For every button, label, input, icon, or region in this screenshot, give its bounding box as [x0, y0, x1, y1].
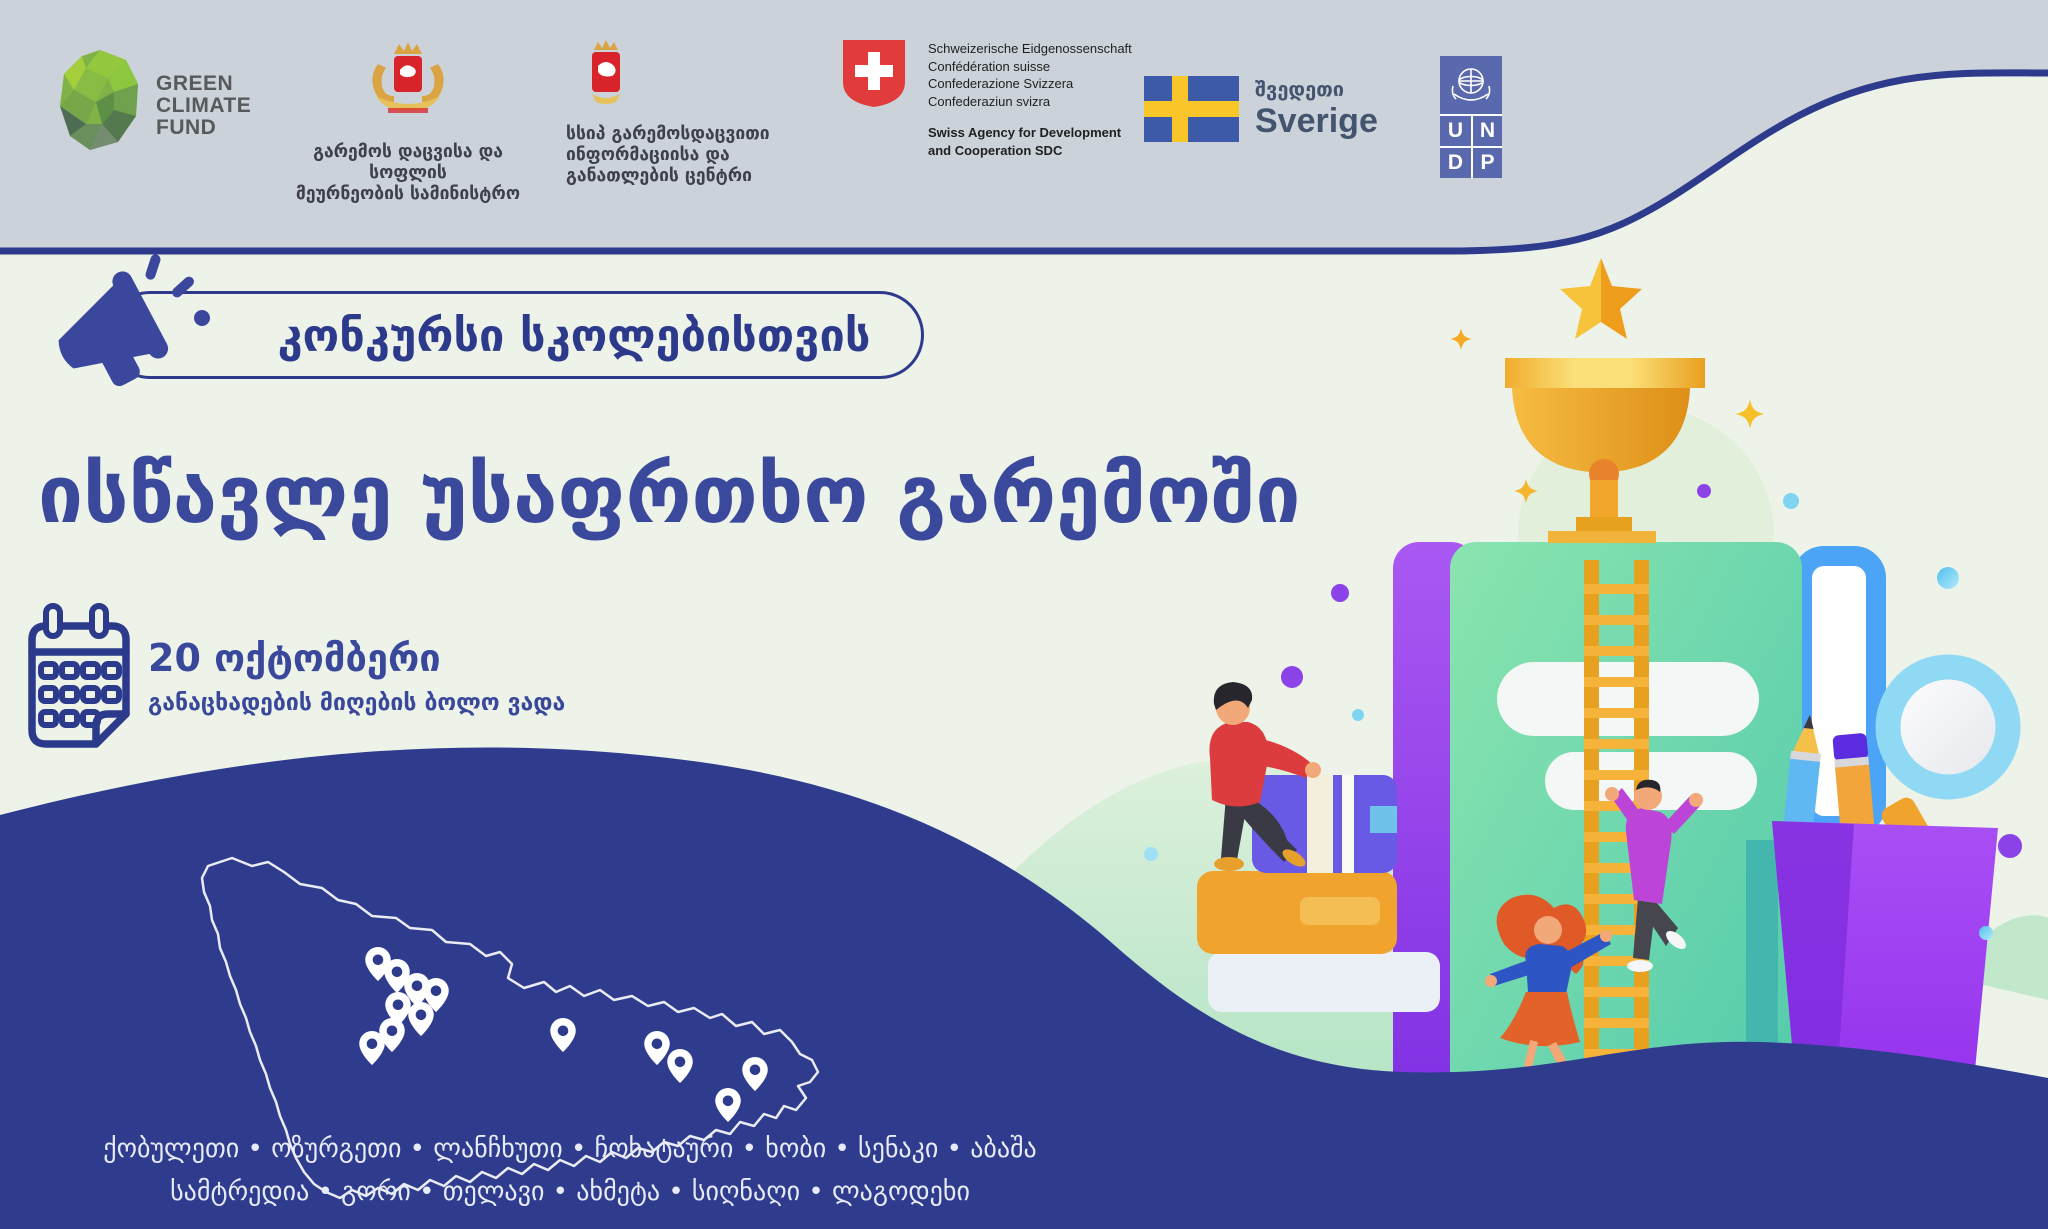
- sweden-georgian: შვედეთი: [1255, 77, 1345, 101]
- ministry-line2: მეურნეობის სამინისტრო: [295, 184, 521, 204]
- cities-line2: სამტრედია • გორი • თელავი • ახმეტა • სიღნაღი • ლაგოდეხი: [170, 1177, 970, 1207]
- sdc-line2: Confédération suisse: [928, 58, 1051, 74]
- sdc-line3: Confederazione Svizzera: [928, 76, 1074, 91]
- undp-letter-n: N: [1471, 114, 1502, 146]
- sweden-latin: Sverige: [1255, 102, 1378, 140]
- gcf-line2: CLIMATE: [156, 94, 252, 117]
- gcf-line1: GREEN: [156, 72, 234, 95]
- undp-letter-u: U: [1440, 114, 1471, 146]
- undp-logo: [1440, 56, 1502, 178]
- contest-badge-label: კონკურსი სკოლებისთვის: [277, 308, 871, 362]
- deadline-date: 20 ოქტომბერი: [148, 636, 441, 680]
- star-icon: [1560, 258, 1642, 339]
- cities-line1: ქობულეთი • ოზურგეთი • ლანჩხუთი • ჩოხატაური • ხობი • სენაკი • აბაშა: [103, 1134, 1037, 1164]
- page-title: ისწავლე უსაფრთხო გარემოში: [38, 448, 1301, 541]
- eiec-line1: სსიპ გარემოსდაცვითი: [566, 124, 770, 144]
- ministry-line1: გარემოს დაცვისა და სოფლის: [313, 142, 503, 183]
- magnifier-icon: [1888, 667, 2008, 787]
- swiss-flag-icon: [842, 40, 906, 108]
- gcf-logo: [56, 40, 251, 172]
- sdc-logo: [842, 40, 1132, 159]
- sdc-bold2: and Cooperation SDC: [928, 142, 1063, 158]
- ministry-logo: [288, 34, 528, 205]
- undp-letters: [1440, 114, 1502, 178]
- undp-letter-d: D: [1440, 146, 1471, 178]
- gcf-globe-icon: [56, 44, 144, 168]
- sdc-line1: Schweizerische Eidgenossenschaft: [928, 41, 1132, 56]
- undp-letter-p: P: [1471, 146, 1502, 178]
- deadline-note: განაცხადების მიღების ბოლო ვადა: [148, 690, 566, 716]
- sweden-logo: [1144, 76, 1378, 142]
- ministry-logo-text: [288, 142, 528, 205]
- sweden-logo-text: [1255, 76, 1378, 142]
- ministry-crest-icon: [348, 34, 468, 138]
- calendar-icon: [26, 602, 136, 757]
- eiec-logo-text: [566, 124, 770, 187]
- cities-list: [0, 1128, 1140, 1214]
- eiec-crest-icon: [576, 34, 636, 118]
- gcf-line3: FUND: [156, 116, 217, 139]
- sweden-flag-icon: [1144, 76, 1239, 142]
- megaphone-icon: [40, 246, 230, 406]
- gcf-logo-text: [156, 73, 251, 139]
- un-emblem-icon: [1440, 56, 1502, 114]
- sdc-line4: Confederaziun svizra: [928, 93, 1051, 109]
- eiec-line2: ინფორმაციისა და: [566, 145, 730, 165]
- eiec-logo: [566, 34, 770, 187]
- eiec-line3: განათლების ცენტრი: [566, 166, 753, 186]
- sdc-bold1: Swiss Agency for Development: [928, 125, 1122, 140]
- sdc-logo-text: [928, 40, 1132, 159]
